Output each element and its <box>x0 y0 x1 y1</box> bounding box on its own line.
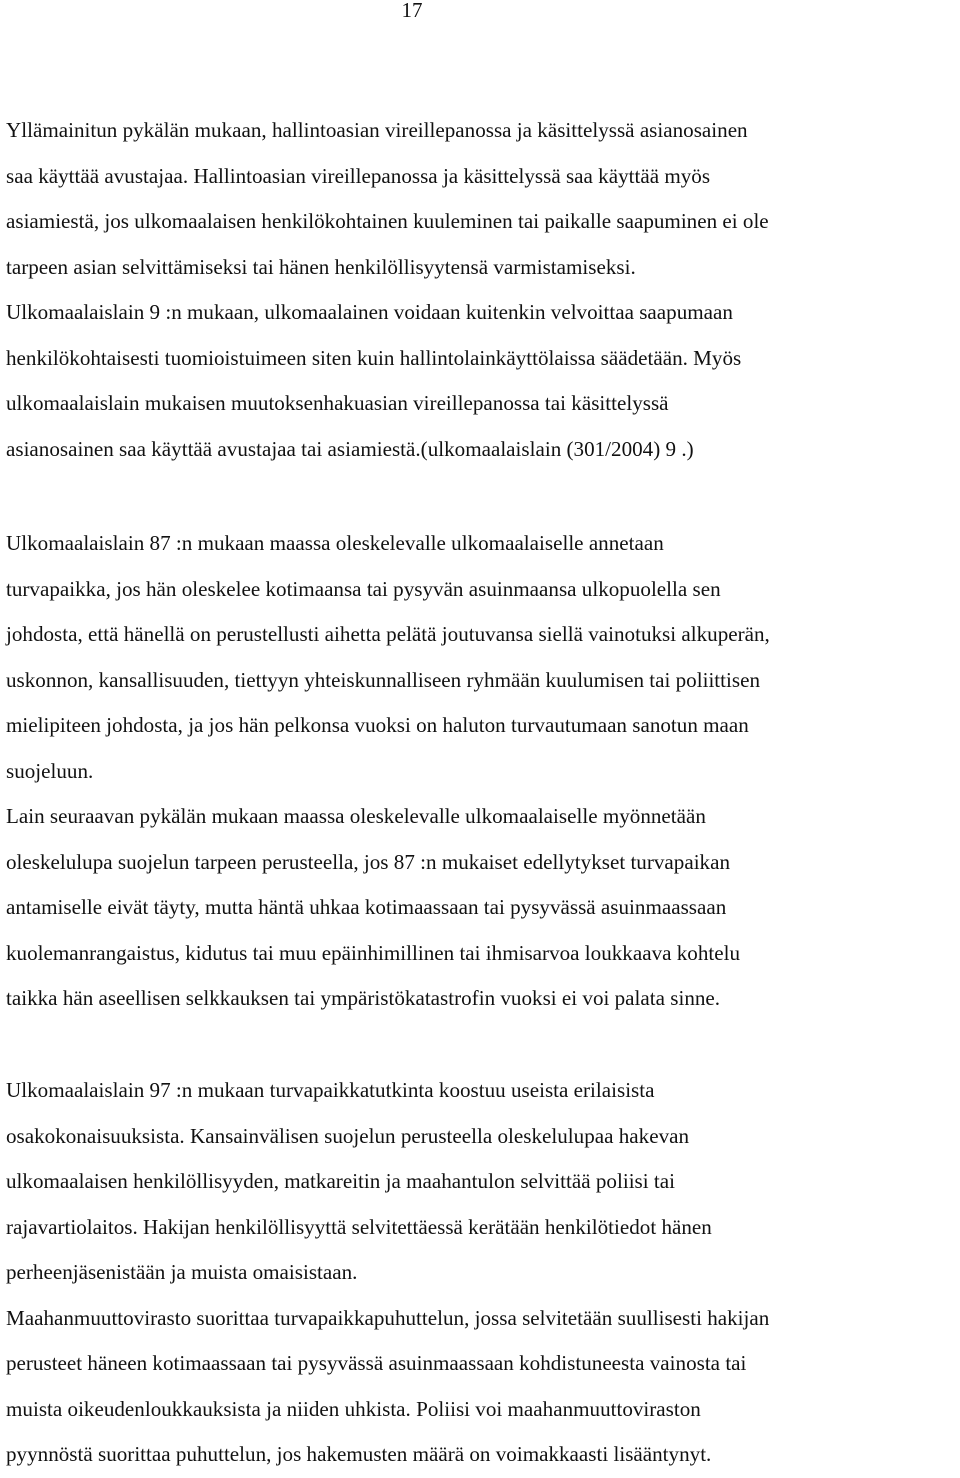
text-line: asianosainen saa käyttää avustajaa tai asiamiestä.(ulkomaalaislain (301/2004) 9 .) <box>6 436 694 461</box>
text-line: Lain seuraavan pykälän mukaan maassa oleskelevalle ulkomaalaiselle myönnetään <box>6 804 706 828</box>
paragraph-asylum-criteria <box>6 521 960 1022</box>
text-line: rajavartiolaitos. Hakijan henkilöllisyyttä selvitettäessä kerätään henkilötiedot hänen <box>6 1214 712 1239</box>
text-line: osakokonaisuuksista. Kansainvälisen suojelun perusteella oleskelulupaa hakevan <box>6 1123 690 1148</box>
text-line: ulkomaalaisen henkilöllisyyden, matkareitin ja maahantulon selvittää poliisi tai <box>6 1169 675 1193</box>
text-line: tarpeen asian selvittämiseksi tai hänen henkilöllisyytensä varmistamiseksi. <box>6 254 636 279</box>
text-line: pyynnöstä suorittaa puhuttelun, jos hakemusten määrä on voimakkaasti lisääntynyt. <box>6 1442 712 1466</box>
text-line: perusteet häneen kotimaassaan tai pysyvässä asuinmaassaan kohdistuneesta vainosta tai <box>6 1351 747 1375</box>
text-line: saa käyttää avustajaa. Hallintoasian vireillepanossa ja käsittelyssä saa käyttää myös <box>6 163 711 188</box>
text-line: turvapaikka, jos hän oleskelee kotimaansa tai pysyvän asuinmaansa ulkopuolella sen <box>6 576 721 601</box>
text-line: oleskelulupa suojelun tarpeen perusteella, jos 87 :n mukaiset edellytykset turvapaikan <box>6 849 731 874</box>
text-line: Yllämainitun pykälän mukaan, hallintoasian vireillepanossa ja käsittelyssä asianosainen <box>6 118 748 142</box>
text-line: asiamiestä, jos ulkomaalaisen henkilökohtainen kuuleminen tai paikalle saapuminen ei ole <box>6 209 769 233</box>
text-line: johdosta, että hänellä on perustellusti aihetta pelätä joutuvansa siellä vainotuksi alkuperän, <box>6 622 770 646</box>
text-line: perheenjäsenistään ja muista omaisistaan. <box>6 1260 358 1284</box>
paragraph-representation <box>6 108 960 472</box>
text-line: muista oikeudenloukkauksista ja niiden uhkista. Poliisi voi maahanmuuttoviraston <box>6 1396 701 1421</box>
text-line: ulkomaalaislain mukaisen muutoksenhakuasian vireillepanossa tai käsittelyssä <box>6 391 669 415</box>
text-line: Ulkomaalaislain 87 :n mukaan maassa oleskelevalle ulkomaalaiselle annetaan <box>6 531 664 555</box>
text-line: taikka hän aseellisen selkkauksen tai ympäristökatastrofin vuoksi ei voi palata sinne. <box>6 986 721 1010</box>
page-number: 17 <box>401 0 423 22</box>
text-line: henkilökohtaisesti tuomioistuimeen siten kuin hallintolainkäyttölaissa säädetään. Myös <box>6 345 742 370</box>
text-line: kuolemanrangaistus, kidutus tai muu epäinhimillinen tai ihmisarvoa loukkaava kohtelu <box>6 940 741 965</box>
text-line: Ulkomaalaislain 9 :n mukaan, ulkomaalainen voidaan kuitenkin velvoittaa saapumaan <box>6 300 733 324</box>
text-line: Maahanmuuttovirasto suorittaa turvapaikkapuhuttelun, jossa selvitetään suullisesti hakijan <box>6 1305 770 1330</box>
text-line: mielipiteen johdosta, ja jos hän pelkonsa vuoksi on haluton turvautumaan sanotun maan <box>6 713 749 737</box>
text-line: Ulkomaalaislain 97 :n mukaan turvapaikkatutkinta koostuu useista erilaisista <box>6 1078 655 1102</box>
paragraph-asylum-investigation <box>6 1068 960 1478</box>
text-line: uskonnon, kansallisuuden, tiettyyn yhteiskunnalliseen ryhmään kuulumisen tai poliittisen <box>6 667 760 692</box>
text-line: antamiselle eivät täyty, mutta häntä uhkaa kotimaassaan tai pysyvässä asuinmaassaan <box>6 895 727 919</box>
text-line: suojeluun. <box>6 758 94 783</box>
